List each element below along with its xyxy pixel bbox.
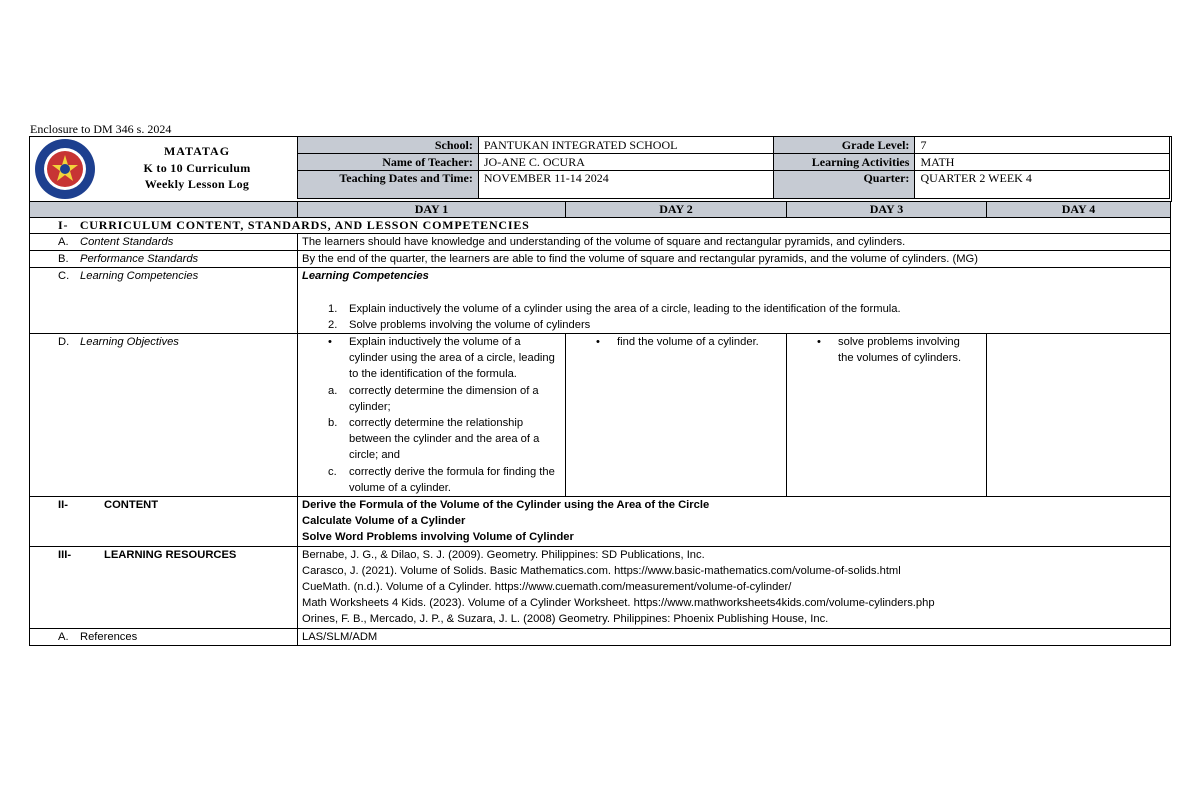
objective-text: Explain inductively the volume of a cylinder using the area of a circle, leading to the identification of the formula. — [349, 336, 555, 381]
objectives-day-3 — [787, 334, 987, 497]
resource-line: Carasco, J. (2021). Volume of Solids. Basic Mathematics.com. https://www.basic-mathematics.com/volume-of-solids.html — [302, 564, 901, 577]
objectives-day-2 — [566, 334, 787, 497]
grade-value: 7 — [915, 137, 1170, 154]
objectives-day-1 — [298, 334, 566, 497]
activities-label: Learning Activities — [773, 154, 915, 171]
bullet-mark: • — [817, 336, 821, 349]
day-3-header: DAY 3 — [787, 202, 987, 218]
list-item — [302, 415, 555, 464]
section-1-row — [30, 218, 1171, 234]
list-item — [302, 301, 1166, 317]
resource-line: Math Worksheets 4 Kids. (2023). Volume of a Cylinder Worksheet. https://www.mathworksheets4kids.com/volume-cylinders.php — [302, 597, 935, 610]
deped-seal-logo — [34, 138, 96, 200]
header-table — [297, 136, 1170, 199]
school-value: PANTUKAN INTEGRATED SCHOOL — [478, 137, 773, 154]
brand-curriculum: K to 10 Curriculum — [143, 160, 251, 175]
performance-standards-text: By the end of the quarter, the learners are able to find the volume of square and rectangular pyramids, and the volume of cylinders. (MG) — [298, 251, 1171, 268]
content-label: CONTENT — [104, 499, 159, 512]
brand-block — [112, 143, 282, 193]
objective-text: correctly determine the dimension of a cylinder; — [349, 384, 539, 413]
content-row — [30, 497, 1171, 547]
competency-text: Explain inductively the volume of a cylinder using the area of a circle, leading to the identification of the formula. — [349, 302, 901, 315]
quarter-label: Quarter: — [773, 171, 915, 199]
content-standards-text: The learners should have knowledge and understanding of the volume of square and rectangular pyramids, and cylinders. — [298, 234, 1171, 251]
content-line-3: Solve Word Problems involving Volume of Cylinder — [302, 531, 574, 544]
day-2-header: DAY 2 — [566, 202, 787, 218]
dates-value: NOVEMBER 11-14 2024 — [478, 171, 773, 199]
content-line-2: Calculate Volume of a Cylinder — [302, 515, 466, 528]
resource-line: CueMath. (n.d.). Volume of a Cylinder. https://www.cuemath.com/measurement/volume-of-cylinder/ — [302, 581, 792, 594]
day-4-header: DAY 4 — [987, 202, 1171, 218]
list-item — [791, 334, 978, 366]
resources-label: LEARNING RESOURCES — [104, 548, 237, 561]
objective-text: correctly determine the relationship between the cylinder and the area of a circle; and — [349, 417, 540, 462]
references-label: References — [80, 630, 138, 643]
performance-standards-label: Performance Standards — [80, 253, 199, 266]
list-item — [302, 464, 555, 496]
competency-number: 2. — [328, 318, 338, 331]
resource-line: Bernabe, J. G., & Dilao, S. J. (2009). Geometry. Philippines: SD Publications, Inc. — [302, 548, 705, 561]
learning-competencies-row — [30, 268, 1171, 334]
resource-line: Orines, F. B., Mercado, J. P., & Suzara, J. L. (2008) Geometry. Philippines: Phoenix Publishing House, Inc. — [302, 613, 829, 626]
competencies-label: Learning Competencies — [80, 270, 199, 283]
activities-value: MATH — [915, 154, 1170, 171]
resources-number: III- — [58, 548, 72, 561]
competencies-list — [302, 301, 1166, 333]
section-1-title: CURRICULUM CONTENT, STANDARDS, AND LESSON COMPETENCIES — [79, 218, 530, 232]
references-letter: A. — [58, 630, 69, 643]
objectives-day-4 — [987, 334, 1171, 497]
list-item — [302, 383, 555, 415]
brand-log-title: Weekly Lesson Log — [144, 177, 250, 191]
list-item — [302, 317, 1166, 333]
content-standards-row — [30, 234, 1171, 251]
enclosure-note: Enclosure to DM 346 s. 2024 — [30, 122, 172, 136]
list-item — [302, 334, 555, 383]
competencies-letter: C. — [58, 270, 70, 283]
performance-standards-row — [30, 251, 1171, 268]
content-standards-letter: A. — [58, 236, 69, 248]
content-standards-label: Content Standards — [80, 236, 174, 248]
quarter-value: QUARTER 2 WEEK 4 — [915, 171, 1170, 199]
objective-text: find the volume of a cylinder. — [617, 336, 759, 349]
teacher-value: JO-ANE C. OCURA — [478, 154, 773, 171]
performance-standards-letter: B. — [58, 253, 69, 266]
learning-resources-row — [30, 546, 1171, 628]
blank-cell — [30, 202, 298, 218]
bullet-mark: a. — [328, 384, 338, 397]
dates-label: Teaching Dates and Time: — [298, 171, 479, 199]
competency-number: 1. — [328, 302, 338, 315]
teacher-label: Name of Teacher: — [298, 154, 479, 171]
learning-objectives-row — [30, 334, 1171, 497]
content-number: II- — [58, 499, 68, 512]
section-1-number: I- — [58, 218, 69, 232]
lesson-log-table — [29, 201, 1171, 646]
bullet-mark: c. — [328, 465, 337, 478]
competency-text: Solve problems involving the volume of cylinders — [349, 318, 591, 331]
bullet-mark: • — [328, 336, 332, 349]
bullet-mark: • — [596, 336, 600, 349]
references-row — [30, 628, 1171, 645]
content-line-1: Derive the Formula of the Volume of the Cylinder using the Area of the Circle — [302, 499, 710, 512]
day-header-row — [30, 202, 1171, 218]
list-item — [570, 334, 777, 350]
bullet-mark: b. — [328, 417, 338, 430]
objective-text: solve problems involving the volumes of cylinders. — [838, 336, 962, 365]
references-text: LAS/SLM/ADM — [298, 628, 1171, 645]
school-label: School: — [298, 137, 479, 154]
brand-matatag: MATATAG — [163, 144, 231, 158]
objective-text: correctly derive the formula for finding the volume of a cylinder. — [349, 465, 555, 494]
objectives-label: Learning Objectives — [80, 336, 179, 349]
day-1-header: DAY 1 — [298, 202, 566, 218]
objectives-letter: D. — [58, 336, 70, 349]
competencies-heading: Learning Competencies — [302, 270, 429, 283]
grade-label: Grade Level: — [773, 137, 915, 154]
